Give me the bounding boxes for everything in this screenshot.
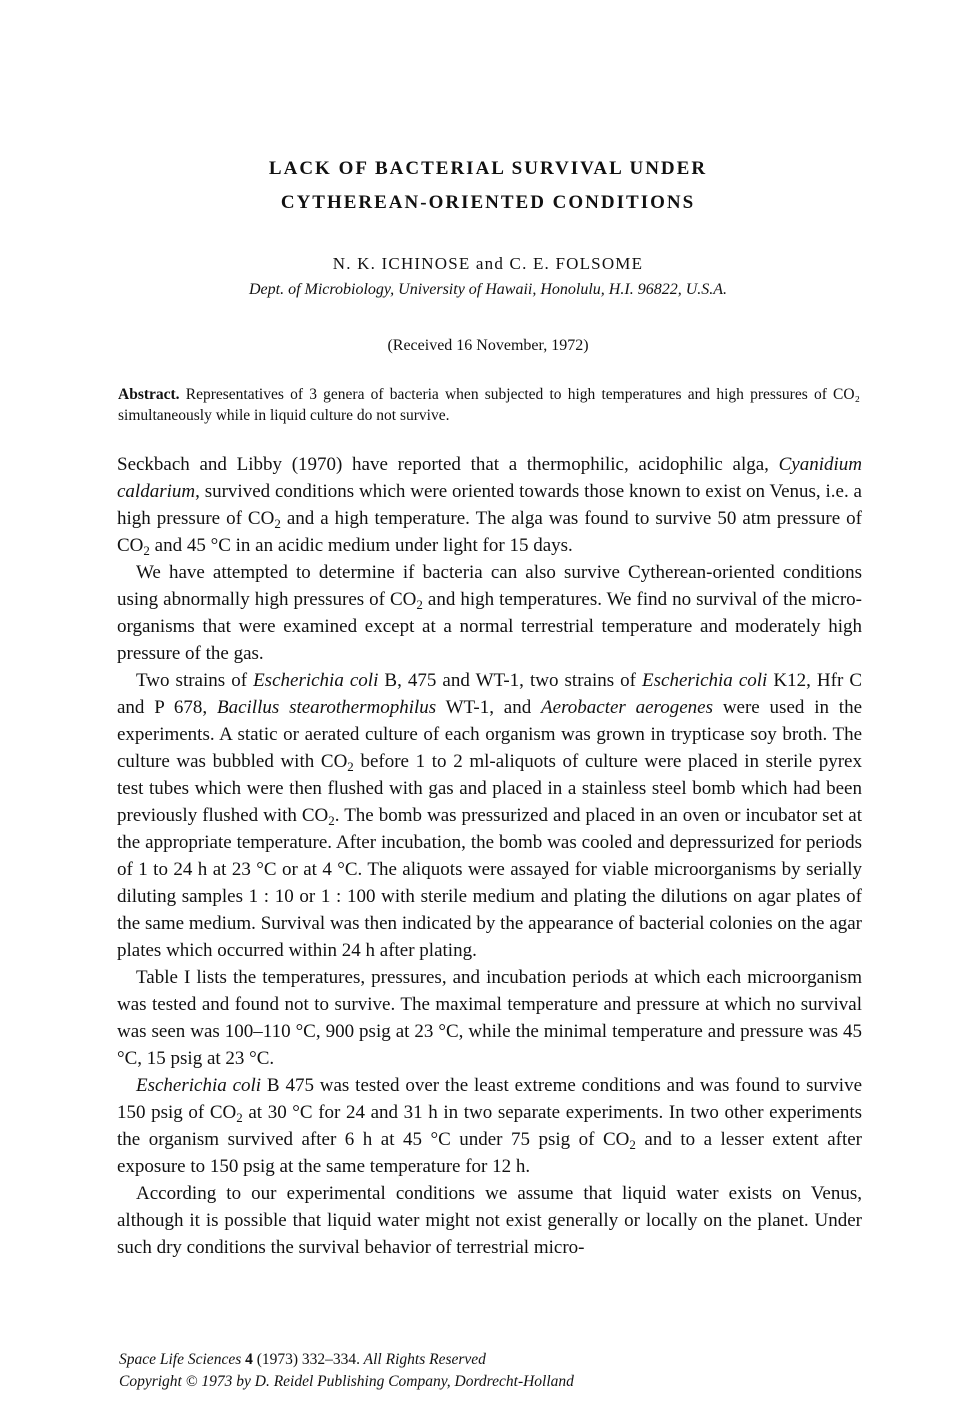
paragraph-3: Two strains of Escherichia coli B, 475 and WT-1, two strains of Escherichia coli K12, Hfr C and P 678, Bacillus stearothermophilus WT-1, and Aerobacter aerogenes were used in the experiments. A static or aerated culture of each organism was grown in trypticase soy broth. The culture was bubbled with $CO_2$ before 1 to 2 ml-aliquots of culture were placed in sterile pyrex test tubes which were then flushed with gas and placed in a stainless steel bomb which had been previously flushed with $CO_2$. The bomb was pressurized and placed in an oven or incubator set at the appropriate temperature. After incubation, the bomb was cooled and depressurized for periods of 1 to 24 h at 23 °C or at 4 °C. The aliquots were assayed for viable microorganisms by serially diluting samples 1 : 10 or 1 : 100 with sterile medium and plating the dilutions on agar plates of the same medium. Survival was then indicated by the appearance of bacterial colonies on the agar plates which occurred within 24 h after plating. [117, 670, 862, 961]
copyright-line: Copyright © 1973 by D. Reidel Publishing Company, Dordrecht-Holland [119, 1373, 574, 1390]
paragraph-4: Table I lists the temperatures, pressures, and incubation periods at which each microorganism was tested and found not to survive. The maximal temperature and pressure at which no survival was seen was 100–110 °C, 900 psig at 23 °C, while the minimal temperature and pressure was 45 °C, 15 psig at 23 °C. [117, 967, 862, 1069]
abstract-label: Abstract. [118, 386, 180, 403]
footer [119, 1349, 574, 1393]
paper-title [0, 152, 976, 220]
title-line-2: CYTHEREAN-ORIENTED CONDITIONS [280, 192, 696, 213]
title-line-1: LACK OF BACTERIAL SURVIVAL UNDER [268, 158, 708, 179]
received-date: (Received 16 November, 1972) [387, 337, 589, 354]
paragraph-2: We have attempted to determine if bacteria can also survive Cytherean-oriented conditions using abnormally high pressures of $CO_2$ and high temperatures. We find no survival of the micro-organisms that were examined except at a normal terrestrial temperature and moderately high pressure of the gas. [117, 562, 862, 664]
paragraph-1: Seckbach and Libby (1970) have reported that a thermophilic, acidophilic alga, Cyanidium caldarium, survived conditions which were oriented towards those known to exist on Venus, i.e. a high pressure of $CO_2$ and a high temperature. The alga was found to survive 50 atm pressure of $CO_2$ and 45 °C in an acidic medium under light for 15 days. [117, 454, 862, 558]
journal-citation: Space Life Sciences 4 (1973) 332–334. All Rights Reserved [119, 1351, 486, 1368]
abstract-text: Representatives of 3 genera of bacteria when subjected to high temperatures and high pressures of CO₂ simultaneously while in liquid culture do not survive. [118, 386, 860, 424]
paragraph-5: Escherichia coli B 475 was tested over the least extreme conditions and was found to survive 150 psig of $CO_2$ at 30 °C for 24 and 31 h in two separate experiments. In two other experiments the organism survived after 6 h at 45 °C under 75 psig of $CO_2$ and to a lesser extent after exposure to 150 psig at the same temperature for 12 h. [117, 1075, 863, 1177]
affiliation: Dept. of Microbiology, University of Hawaii, Honolulu, H.I. 96822, U.S.A. [248, 281, 728, 298]
abstract [118, 384, 860, 426]
authors: N. K. ICHINOSE and C. E. FOLSOME [332, 254, 644, 273]
body-text [117, 451, 862, 1261]
paragraph-6: According to our experimental conditions we assume that liquid water exists on Venus, although it is possible that liquid water might not exist generally or locally on the planet. Under such dry conditions the survival behavior of terrestrial micro- [117, 1183, 862, 1258]
